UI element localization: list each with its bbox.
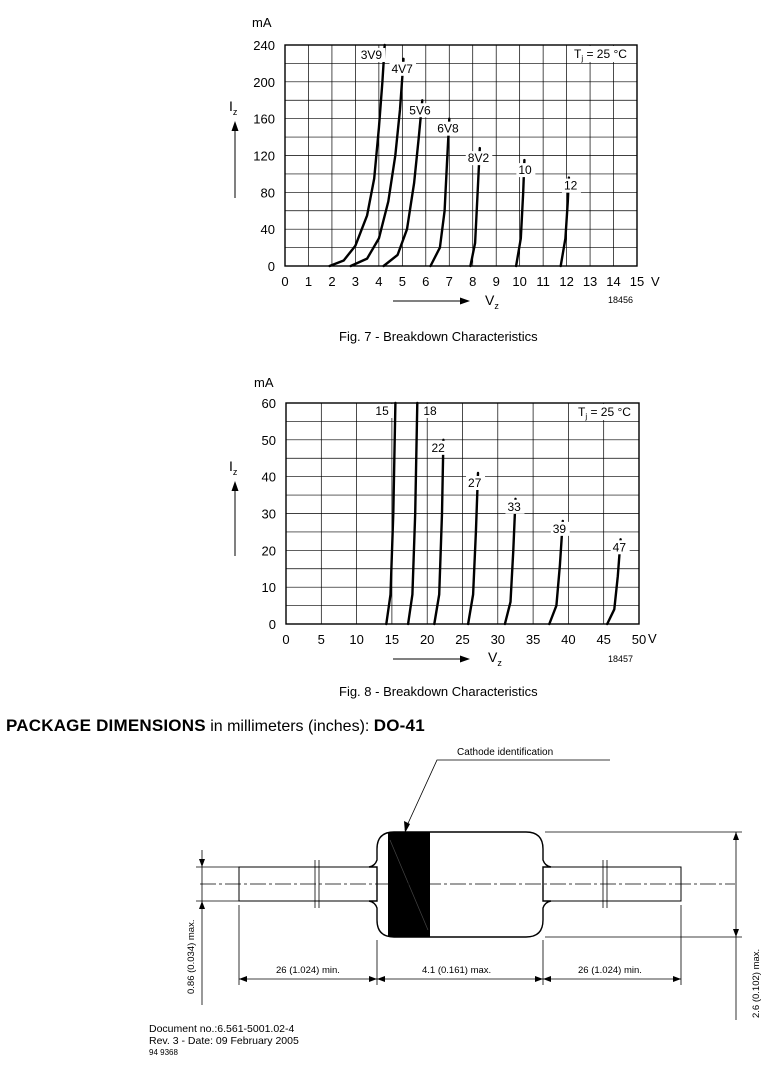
x-tick-label: 2	[328, 274, 336, 289]
figure-code: 18457	[608, 654, 634, 664]
curve-label-8V2: 8V2	[467, 151, 490, 166]
x-tick-label: 15	[384, 632, 400, 647]
curve-label-10: 10	[518, 163, 532, 178]
y-tick-label: 240	[253, 38, 275, 53]
y-tick-label: 20	[261, 543, 276, 559]
x-tick-label: 9	[492, 274, 500, 289]
curve-label-47: 47	[612, 540, 627, 555]
section-title-package: DO-41	[373, 716, 425, 735]
left-lead-length-label: 26 (1.024) min.	[276, 965, 340, 976]
y-tick-labels	[262, 396, 276, 632]
series-line-5V6	[384, 100, 423, 266]
x-tick-label: 5	[317, 632, 325, 647]
y-tick-label: 160	[253, 111, 275, 127]
curve-label-33: 33	[507, 499, 521, 514]
y-unit-label: mA	[254, 375, 274, 390]
x-axis-arrow-icon	[393, 656, 470, 663]
y-tick-label: 10	[261, 580, 276, 596]
x-tick-label: 20	[419, 632, 435, 647]
figure-caption: Fig. 7 - Breakdown Characteristics	[339, 329, 538, 344]
x-tick-labels	[282, 632, 646, 647]
x-tick-label: 6	[422, 274, 430, 289]
y-tick-label: 200	[253, 74, 275, 90]
document-number: Document no.:6.561-5001.02-4	[149, 1023, 295, 1035]
curve-label-15: 15	[375, 404, 389, 418]
x-tick-label: 12	[559, 274, 574, 289]
y-tick-label: 0	[267, 259, 275, 274]
x-unit-suffix: V	[651, 274, 660, 289]
cathode-arrow-icon	[404, 821, 410, 833]
breakdown-chart-fig8	[0, 370, 775, 680]
grid	[286, 403, 639, 624]
y-tick-labels	[253, 38, 275, 274]
lead-diameter-label: 0.86 (0.034) max.	[186, 919, 197, 994]
temp-label: $T_j = 25$ °C	[578, 405, 631, 421]
temp-label: $T_j = 25$ °C	[574, 47, 627, 63]
cathode-label: Cathode identification	[457, 747, 554, 758]
curve-label-39: 39	[552, 521, 567, 536]
right-lead-length-label: 26 (1.024) min.	[578, 965, 642, 976]
x-tick-label: 50	[631, 632, 647, 647]
curve-label-22: 22	[431, 440, 445, 455]
cathode-leader	[405, 760, 610, 830]
package-drawing	[0, 730, 775, 1020]
y-tick-label: 60	[261, 396, 276, 411]
x-tick-label: 8	[469, 274, 477, 289]
curve-label-5V6: 5V6	[409, 103, 431, 118]
curve-label-27: 27	[468, 475, 482, 490]
x-tick-label: 35	[525, 632, 541, 647]
x-tick-label: 11	[536, 274, 550, 289]
curve-label-4V7: 4V7	[391, 61, 413, 76]
x-tick-label: 1	[304, 274, 313, 289]
x-tick-label: 4	[375, 274, 383, 289]
y-axis-arrow-icon	[232, 121, 239, 198]
x-axis-symbol: $V_z$	[488, 649, 502, 668]
x-unit-suffix: V	[648, 631, 657, 646]
x-tick-label: 30	[490, 632, 506, 647]
x-tick-label: 45	[596, 632, 611, 647]
curve-label-6V8: 6V8	[437, 121, 459, 136]
y-tick-label: 0	[268, 617, 276, 632]
x-axis-arrow-icon	[393, 298, 470, 305]
series-line-33	[505, 499, 516, 624]
y-tick-label: 30	[261, 506, 276, 522]
grid	[285, 45, 637, 266]
series-line-8V2	[470, 148, 479, 266]
x-tick-label: 13	[582, 274, 598, 289]
y-axis-symbol: $I_z$	[229, 458, 238, 477]
y-tick-label: 120	[253, 148, 275, 164]
revision-date: Rev. 3 - Date: 09 February 2005	[149, 1035, 299, 1047]
x-tick-label: 14	[606, 274, 621, 289]
body-diameter-dimension	[545, 832, 742, 1020]
series-line-27	[468, 473, 478, 624]
x-tick-label: 5	[398, 274, 406, 289]
x-tick-labels	[281, 274, 644, 289]
x-tick-label: 25	[455, 632, 470, 647]
y-tick-label: 80	[260, 185, 275, 201]
section-title-bold: PACKAGE DIMENSIONS	[6, 716, 206, 735]
curve-label-3V9: 3V9	[360, 48, 383, 62]
curve-label-12: 12	[563, 178, 578, 193]
y-axis-arrow-icon	[232, 481, 239, 556]
lead-diameter-dimension	[196, 850, 239, 1005]
x-tick-label: 3	[351, 274, 360, 289]
x-tick-label: 10	[512, 274, 527, 289]
series-line-39	[549, 521, 563, 624]
section-title-units: in millimeters (inches):	[205, 718, 374, 735]
x-tick-label: 0	[282, 632, 290, 647]
breakdown-chart-fig7	[0, 0, 775, 330]
y-unit-label: mA	[252, 15, 272, 30]
y-tick-label: 50	[261, 432, 276, 448]
drawing-code: 94 9368	[149, 1048, 178, 1057]
x-tick-label: 15	[629, 274, 645, 289]
x-tick-label: 10	[349, 632, 364, 647]
x-tick-label: 0	[281, 274, 289, 289]
y-axis-symbol: $I_z$	[229, 98, 238, 117]
x-tick-label: 7	[445, 274, 453, 289]
x-tick-label: 40	[561, 632, 576, 647]
dim-arrow-icon	[199, 901, 205, 909]
dim-arrow-icon	[733, 832, 739, 840]
y-tick-label: 40	[261, 469, 276, 485]
figure-caption: Fig. 8 - Breakdown Characteristics	[339, 684, 538, 699]
dim-arrow-icon	[199, 859, 205, 867]
dim-arrow-icon	[733, 929, 739, 937]
body-length-label: 4.1 (0.161) max.	[422, 965, 492, 976]
y-tick-label: 40	[260, 222, 275, 238]
body-diameter-label: 2.6 (0.102) max.	[751, 948, 762, 1018]
figure-code: 18456	[608, 295, 634, 305]
x-axis-symbol: $V_z$	[485, 292, 499, 311]
curve-label-18: 18	[423, 404, 437, 418]
